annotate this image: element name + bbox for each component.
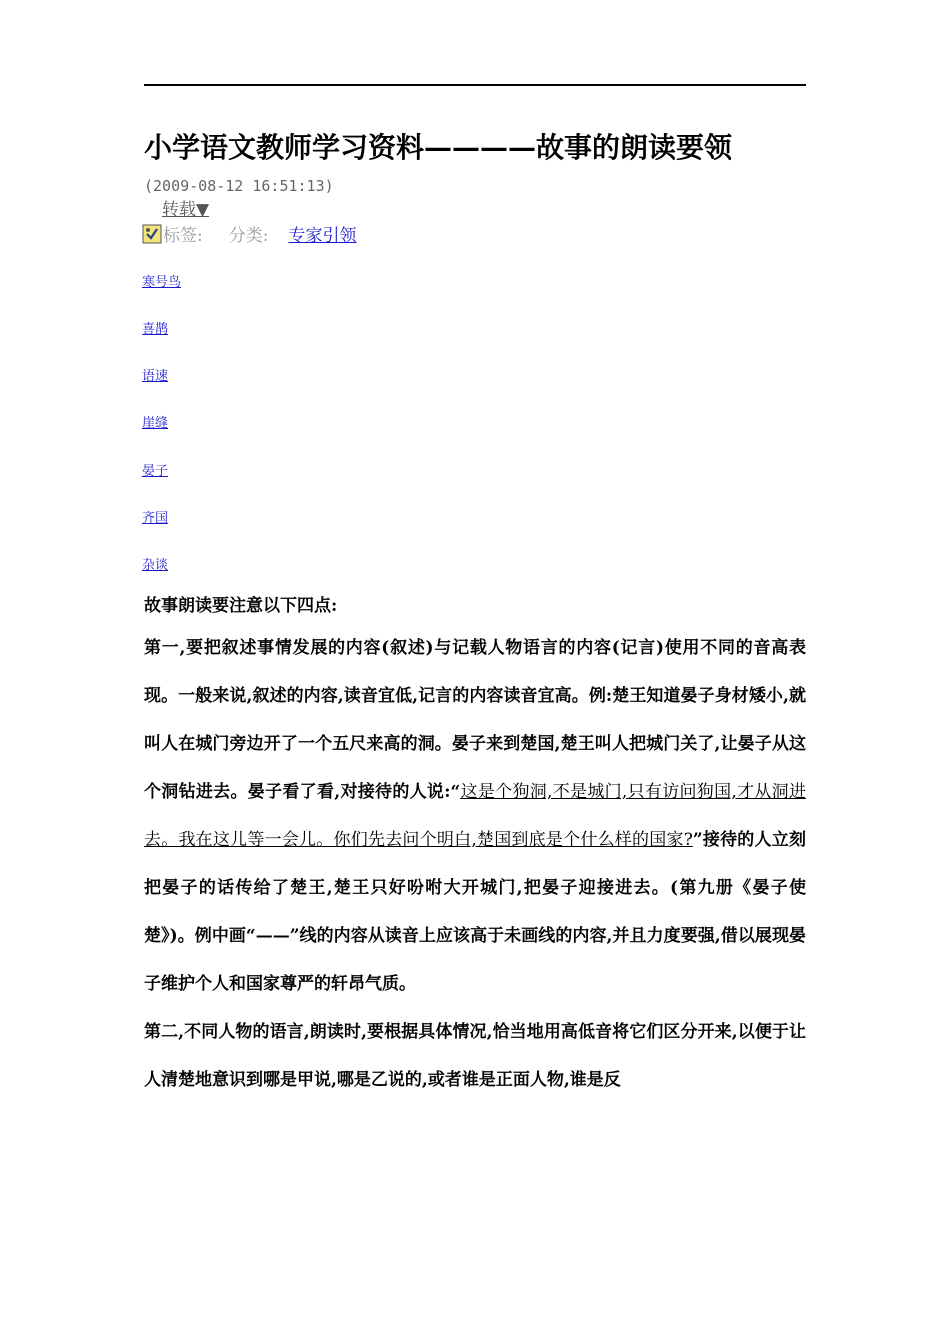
paragraph-1-continuation: ”接待的人立刻把晏子的话传给了楚王,楚王只好吩咐大开城门,把晏子迎接进去。(第九册《晏子使楚》)。例中画“——”线的内容从读音上应该高于未画线的内容,并且力度要强,借以展现晏子维护个人和国家尊严的轩昂气质。 (144, 830, 806, 994)
category-link[interactable]: 专家引领 (288, 226, 357, 246)
tag-icon (142, 224, 162, 244)
article-body (144, 590, 806, 1104)
paragraph-1-narration: 第一,要把叙述事情发展的内容(叙述)与记载人物语言的内容(记言)使用不同的音高表现。一般来说,叙述的内容,读音宜低,记言的内容读音宜高。例:楚王知道晏子身材矮小,就叫人在城门旁边开了一个五尺来高的洞。晏子来到楚国,楚王叫人把城门关了,让晏子从这个洞钻进去。晏子看了看,对接待的人说:“ (144, 638, 806, 802)
post-meta (142, 223, 356, 249)
tag-link-xique[interactable]: 喜鹊 (142, 322, 169, 337)
tag-link-qiguo[interactable]: 齐国 (142, 511, 169, 526)
tag-link-yusu[interactable]: 语速 (142, 369, 169, 384)
category-label: 分类: (228, 226, 269, 246)
top-divider (144, 84, 806, 86)
paragraph-1-underlined-quote: 这是个狗洞,不是城门,只有访问狗国,才从洞进去。我在这儿等一会儿。你们先去问个明白,楚国到底是个什么样的国家? (144, 782, 806, 850)
tags-label: 标签: (163, 226, 203, 246)
page-title: 小学语文教师学习资料————故事的朗读要领 (144, 131, 733, 164)
tag-link-zatan[interactable]: 杂谈 (142, 558, 169, 573)
article-intro: 故事朗读要注意以下四点: (144, 596, 338, 616)
article-paragraph-1 (144, 624, 806, 1008)
tag-link-hanhaoniao[interactable]: 寒号鸟 (142, 275, 182, 290)
article-paragraph-2: 第二,不同人物的语言,朗读时,要根据具体情况,恰当地用高低音将它们区分开来,以便于让人清楚地意识到哪是甲说,哪是乙说的,或者谁是正面人物,谁是反 (144, 1022, 806, 1090)
post-timestamp: (2009-08-12 16:51:13) (144, 177, 334, 195)
repost-button[interactable]: 转载▼ (162, 200, 210, 220)
tag-link-yanzi[interactable]: 晏子 (142, 464, 169, 479)
tag-link-yafeng[interactable]: 崖缝 (142, 416, 169, 431)
